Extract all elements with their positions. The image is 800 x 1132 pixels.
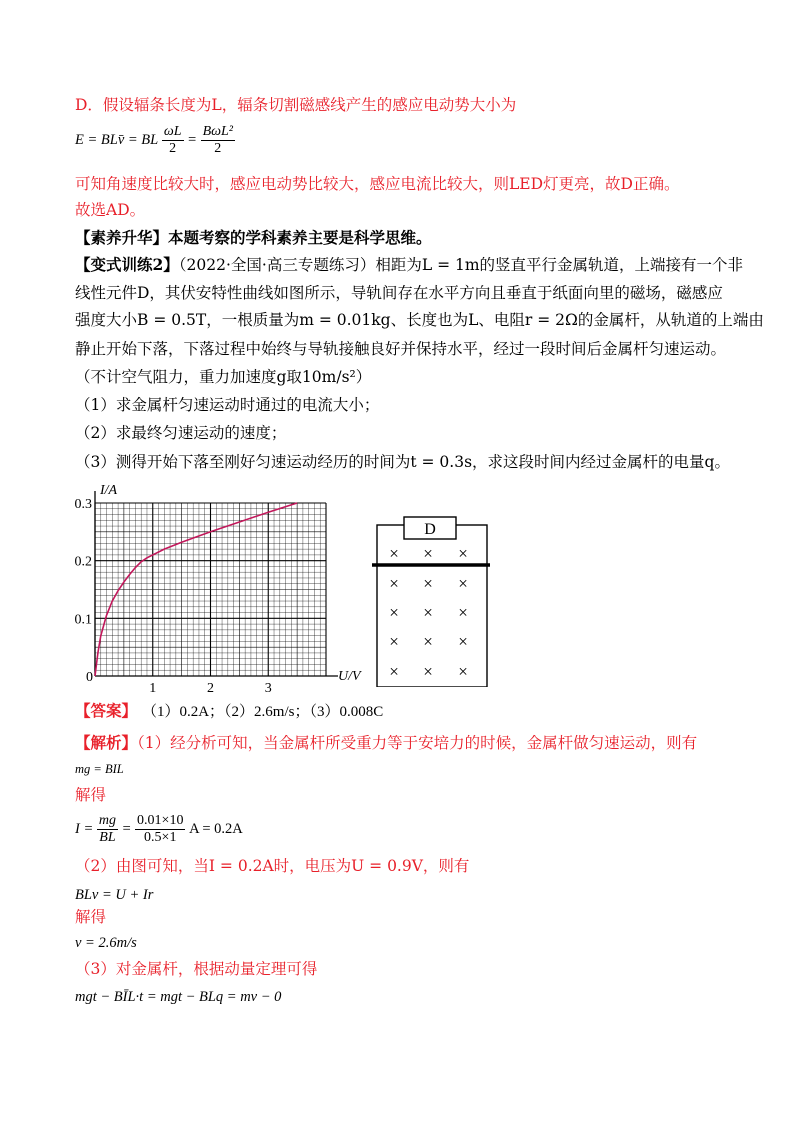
- current-fraction-1: [97, 813, 118, 846]
- problem-line-1: 相距为L = 1m的竖直平行金属轨道，上端接有一个非: [375, 256, 744, 274]
- analysis-line: [75, 732, 697, 754]
- iu-characteristic-chart: [70, 478, 415, 698]
- field-cross: ×: [423, 662, 433, 681]
- velocity-eq: v = 2.6m/s: [75, 935, 137, 951]
- current-prefix: I =: [75, 821, 94, 837]
- problem-line-3: 强度大小B = 0.5T，一根质量为m = 0.01kg、长度也为L、电阻r = 2Ω的金属杆，从轨道的上端由: [75, 311, 764, 329]
- y-tick-label: 0.2: [74, 554, 92, 570]
- current-fraction-2: [135, 813, 185, 846]
- analysis-1: （1）经分析可知，当金属杆所受重力等于安培力的时候，金属杆做匀速运动，则有: [137, 734, 698, 752]
- field-cross: ×: [458, 632, 468, 651]
- field-cross: ×: [458, 544, 468, 563]
- variant-line: [75, 254, 743, 276]
- answer-line: [75, 700, 383, 723]
- emf-eq-sign: =: [187, 132, 197, 148]
- question-2: （2）求最终匀速运动的速度；: [75, 424, 287, 442]
- field-cross: ×: [389, 662, 399, 681]
- field-cross: ×: [389, 603, 399, 622]
- field-cross: ×: [389, 574, 399, 593]
- problem-line-5: （不计空气阻力，重力加速度g取10m/s²）: [75, 368, 372, 386]
- field-cross: ×: [423, 632, 433, 651]
- frame-bottom-open: [372, 687, 492, 690]
- y-axis-label: I/A: [100, 483, 118, 498]
- current-eq-sign: =: [121, 821, 132, 837]
- literacy-line: [75, 227, 432, 249]
- problem-line-4: 静止开始下落，下落过程中始终与导轨接触良好并保持水平，经过一段时间后金属杆匀速运动。: [75, 340, 727, 358]
- solve-2: 解得: [75, 908, 107, 926]
- emf-f1-num: ωL: [163, 124, 182, 139]
- origin-label: 0: [86, 670, 93, 685]
- x-tick-label: 1: [149, 681, 157, 696]
- momentum-eq: mgt − BĪL·t = mgt − BLq = mv − 0: [75, 989, 282, 1005]
- current-f2-den: 0.5×1: [144, 830, 177, 845]
- y-tick-label: 0.3: [74, 497, 92, 512]
- field-cross: ×: [389, 544, 399, 563]
- emf-equation: [75, 124, 235, 157]
- emf-f1-den: 2: [169, 141, 177, 156]
- emf-fraction-1: [162, 124, 184, 157]
- x-tick-label: 3: [264, 681, 272, 696]
- answer-label: 【答案】: [75, 701, 138, 720]
- current-f1-num: mg: [98, 813, 116, 828]
- analysis-label: 【解析】: [75, 733, 138, 752]
- variant-source: （2022·全国·高三专题练习）: [178, 256, 376, 274]
- field-cross: ×: [458, 603, 468, 622]
- solve-1: 解得: [75, 786, 107, 804]
- emf-prefix: E = BLv̄ = BL: [75, 132, 159, 148]
- x-axis-label: U/V: [338, 669, 361, 684]
- emf-fraction-2: [201, 124, 235, 157]
- field-cross: ×: [389, 632, 399, 651]
- field-cross: ×: [458, 574, 468, 593]
- field-cross: ×: [423, 603, 433, 622]
- option-d-text: D．假设辐条长度为L，辐条切割磁感线产生的感应电动势大小为: [75, 96, 517, 114]
- literacy-text: 本题考察的学科素养主要是科学思维。: [168, 228, 432, 247]
- choose-text: 故选AD。: [75, 201, 146, 219]
- variant-label: 【变式训练2】: [75, 255, 179, 274]
- x-tick-label: 2: [207, 681, 214, 696]
- force-balance-eq: mg = BIL: [75, 762, 124, 776]
- chart-grid: [95, 491, 338, 676]
- current-equation: [75, 813, 243, 846]
- part-3-text: （3）对金属杆，根据动量定理可得: [75, 960, 318, 978]
- y-tick-label: 0.1: [74, 612, 92, 628]
- part-2-text: （2）由图可知，当I = 0.2A时，电压为U = 0.9V，则有: [75, 857, 470, 875]
- answer-text: （1）0.2A；（2）2.6m/s；（3）0.008C: [141, 704, 384, 720]
- field-cross: ×: [458, 662, 468, 681]
- emf-f2-num: BωL²: [202, 124, 233, 139]
- question-3: （3）测得开始下落至刚好匀速运动经历的时间为t = 0.3s，求这段时间内经过金属杆的电量q。: [75, 453, 730, 471]
- conclusion-text: 可知角速度比较大时，感应电动势比较大，感应电流比较大，则LED灯更亮，故D正确。: [75, 175, 680, 193]
- circuit-diagram: [372, 515, 492, 690]
- chart-ticks: [75, 497, 272, 696]
- current-f1-den: BL: [99, 830, 116, 845]
- current-f2-num: 0.01×10: [137, 813, 184, 828]
- problem-line-2: 线性元件D，其伏安特性曲线如图所示，导轨间存在水平方向且垂直于纸面向里的磁场，磁感应: [75, 284, 723, 302]
- emf-f2-den: 2: [214, 141, 222, 156]
- field-cross: ×: [423, 544, 433, 563]
- voltage-relation-eq: BLv = U + Ir: [75, 887, 154, 903]
- element-d-label: D: [424, 521, 436, 538]
- current-result: A = 0.2A: [189, 821, 243, 837]
- question-1: （1）求金属杆匀速运动时通过的电流大小；: [75, 396, 380, 414]
- literacy-label: 【素养升华】: [75, 228, 169, 247]
- field-cross: ×: [423, 574, 433, 593]
